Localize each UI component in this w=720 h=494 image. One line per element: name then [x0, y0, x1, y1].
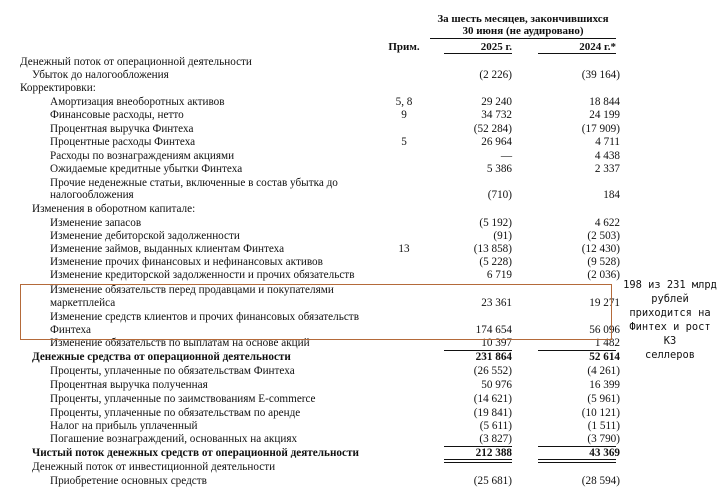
value-2024: 19 271	[589, 297, 620, 309]
row-label: маркетплейса	[50, 297, 116, 309]
value-2024: (12 430)	[581, 243, 620, 255]
value-2024: 184	[603, 189, 620, 201]
table-row	[0, 56, 620, 69]
subtotal-line-2024	[538, 350, 616, 351]
value-2025: (5 192)	[479, 217, 512, 229]
table-row	[0, 123, 620, 136]
side-annotation	[622, 278, 718, 362]
period-header-underline	[430, 38, 616, 39]
row-label: Проценты, уплаченные по обязательствам Финтеха	[50, 365, 295, 377]
row-label: Процентная выручка Финтеха	[50, 123, 194, 135]
value-2025: 174 654	[475, 324, 512, 336]
value-2024: 52 614	[589, 351, 620, 363]
table-row	[0, 365, 620, 378]
total-line-2025	[444, 446, 512, 447]
row-note: 9	[401, 109, 407, 121]
value-2024: 18 844	[589, 96, 620, 108]
total-double-line-2025	[444, 459, 512, 463]
note-column-header: Прим.	[388, 41, 420, 53]
table-row	[0, 461, 620, 474]
row-label: Проценты, уплаченные по обязательствам по аренде	[50, 407, 301, 419]
row-label: Изменение займов, выданных клиентам Финтеха	[50, 243, 285, 255]
value-2024: (1 511)	[587, 420, 620, 432]
table-row	[0, 69, 620, 82]
value-2024: (10 121)	[581, 407, 620, 419]
value-2025: —	[500, 150, 512, 162]
value-2025: 34 732	[481, 109, 512, 121]
table-row	[0, 96, 620, 109]
row-label: Денежный поток от операционной деятельности	[20, 56, 252, 68]
row-label: Финансовые расходы, нетто	[50, 109, 184, 121]
annotation-line-2: рублей	[651, 293, 689, 305]
row-label: Прочие неденежные статьи, включенные в состав убытка до	[50, 177, 338, 189]
value-2024: (28 594)	[581, 475, 620, 487]
value-2024: 16 399	[589, 379, 620, 391]
value-2024: (2 503)	[587, 230, 620, 242]
value-2025: (3 827)	[479, 433, 512, 445]
table-row	[0, 433, 620, 446]
year-2024-underline	[538, 53, 616, 54]
value-2024: (2 036)	[587, 269, 620, 281]
value-2025: 10 397	[481, 337, 512, 349]
value-2025: (5 611)	[479, 420, 512, 432]
value-2024: (9 528)	[587, 256, 620, 268]
value-2024: 43 369	[589, 447, 620, 459]
row-label: Погашение вознаграждений, основанных на акциях	[50, 433, 298, 445]
value-2024: (39 164)	[581, 69, 620, 81]
year-2025-header: 2025 г.	[480, 41, 512, 53]
table-row	[0, 82, 620, 95]
row-label: налогообложения	[50, 189, 134, 201]
row-note: 5	[401, 136, 407, 148]
row-note: 5, 8	[395, 96, 413, 108]
row-label: Изменение запасов	[50, 217, 142, 229]
value-2025: 50 976	[481, 379, 512, 391]
value-2024: 2 337	[594, 163, 620, 175]
row-label: Денежный поток от инвестиционной деятельности	[32, 461, 276, 473]
value-2024: 4 711	[595, 136, 620, 148]
row-label: Финтеха	[50, 324, 91, 336]
value-2025: 23 361	[481, 297, 512, 309]
value-2025: 212 388	[475, 447, 512, 459]
value-2024: 4 622	[594, 217, 620, 229]
row-label: Изменение прочих финансовых и нефинансовых активов	[50, 256, 323, 268]
row-label: Изменение средств клиентов и прочих финансовых обязательств	[50, 311, 359, 323]
row-label: Изменение обязательств перед продавцами и покупателями	[50, 284, 334, 296]
value-2024: (4 261)	[587, 365, 620, 377]
table-row	[0, 475, 620, 488]
value-2025: 6 719	[486, 269, 512, 281]
value-2024: (5 961)	[587, 393, 620, 405]
row-label: Чистый поток денежных средств от операционной деятельности	[32, 447, 359, 459]
value-2025: (14 621)	[473, 393, 512, 405]
row-label: Процентные расходы Финтеха	[50, 136, 196, 148]
total-line-2024	[538, 446, 616, 447]
table-row	[0, 189, 620, 202]
value-2025: (52 284)	[473, 123, 512, 135]
table-row	[0, 230, 620, 243]
table-row	[0, 203, 620, 216]
value-2024: (17 909)	[581, 123, 620, 135]
value-2025: 29 240	[481, 96, 512, 108]
value-2025: (710)	[487, 189, 512, 201]
table-row	[0, 243, 620, 256]
row-note: 13	[398, 243, 410, 255]
value-2024: 56 096	[589, 324, 620, 336]
value-2025: (19 841)	[473, 407, 512, 419]
table-row	[0, 163, 620, 176]
value-2024: 24 199	[589, 109, 620, 121]
value-2024: 4 438	[594, 150, 620, 162]
table-row	[0, 447, 620, 460]
table-row	[0, 150, 620, 163]
value-2025: 231 864	[475, 351, 512, 363]
value-2024: (3 790)	[587, 433, 620, 445]
row-label: Изменение кредиторской задолженности и прочих обязательств	[50, 269, 355, 281]
period-header-line2: 30 июня (не аудировано)	[462, 25, 584, 37]
table-row	[0, 407, 620, 420]
value-2025: (25 681)	[473, 475, 512, 487]
row-label: Проценты, уплаченные по заимствованиям E-commerce	[50, 393, 316, 405]
annotation-line-1: 198 из 231 млрд	[623, 279, 717, 291]
row-label: Изменения в оборотном капитале:	[32, 203, 196, 215]
subtotal-line-2025	[444, 350, 512, 351]
year-2024-header: 2024 г.*	[579, 41, 616, 53]
annotation-line-5: селлеров	[644, 349, 696, 361]
row-label: Приобретение основных средств	[50, 475, 207, 487]
table-row	[0, 351, 620, 364]
table-row	[0, 393, 620, 406]
row-label: Изменение обязательств по выплатам на основе акций	[50, 337, 310, 349]
year-2025-underline	[444, 53, 512, 54]
table-row	[0, 136, 620, 149]
total-double-line-2024	[538, 459, 616, 463]
highlight-box	[20, 284, 612, 340]
row-label: Процентная выручка полученная	[50, 379, 208, 391]
value-2025: (5 228)	[479, 256, 512, 268]
annotation-line-4: Финтех и рост КЗ	[629, 321, 711, 347]
annotation-line-3: приходится на	[629, 307, 711, 319]
row-label: Убыток до налогообложения	[32, 69, 169, 81]
row-label: Расходы по вознаграждениям акциями	[50, 150, 235, 162]
value-2025: (91)	[493, 230, 512, 242]
row-label: Денежные средства от операционной деятельности	[32, 351, 291, 363]
period-header-line1: За шесть месяцев, закончившихся	[437, 13, 609, 25]
value-2025: (26 552)	[473, 365, 512, 377]
value-2025: (13 858)	[473, 243, 512, 255]
value-2025: (2 226)	[479, 69, 512, 81]
table-row	[0, 379, 620, 392]
table-row	[0, 109, 620, 122]
table-row	[0, 420, 620, 433]
row-label: Налог на прибыль уплаченный	[50, 420, 198, 432]
row-label: Изменение дебиторской задолженности	[50, 230, 240, 242]
table-row	[0, 269, 620, 282]
row-label: Корректировки:	[20, 82, 96, 94]
row-label: Амортизация внеоборотных активов	[50, 96, 225, 108]
table-row	[0, 217, 620, 230]
value-2024: 1 482	[594, 337, 620, 349]
table-row	[0, 256, 620, 269]
value-2025: 5 386	[486, 163, 512, 175]
value-2025: 26 964	[481, 136, 512, 148]
row-label: Ожидаемые кредитные убытки Финтеха	[50, 163, 243, 175]
